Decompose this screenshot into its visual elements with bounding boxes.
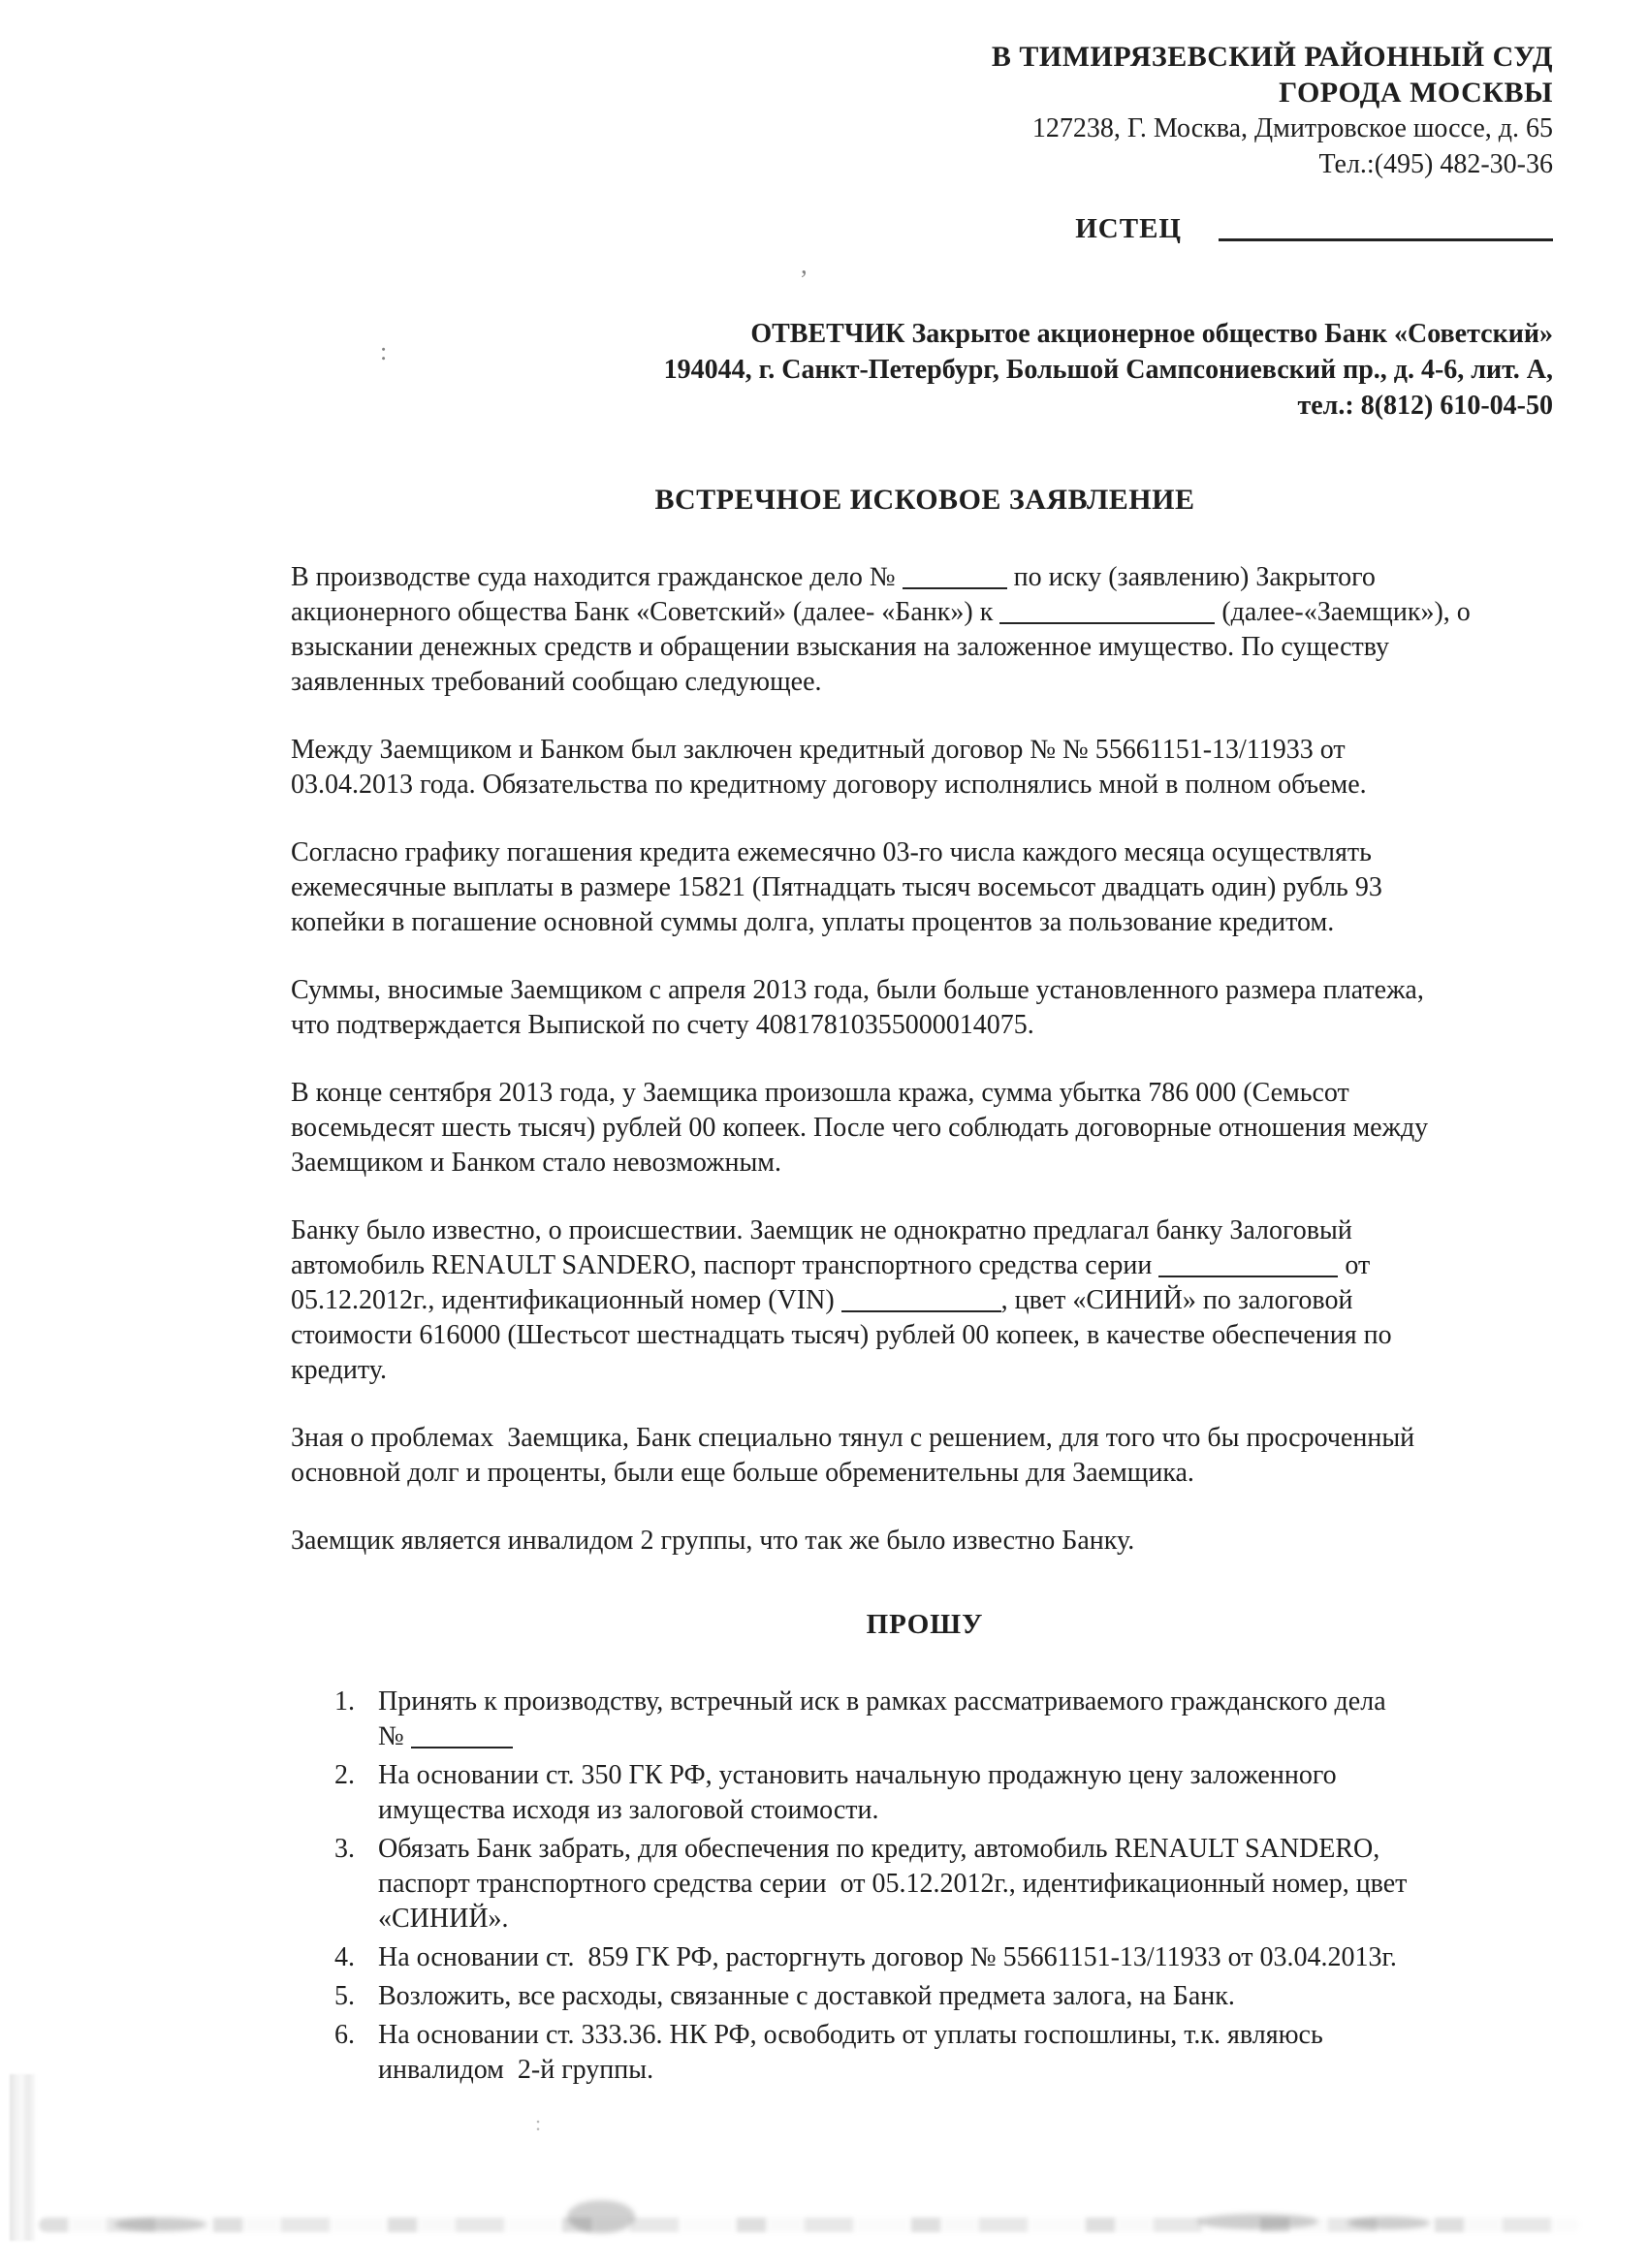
text-line: Суммы, вносимые Заемщиком с апреля 2013 года, были больше установленного размера платежа, [291, 975, 1424, 1005]
text-line: На основании ст. 859 ГК РФ, расторгнуть договор № 55661151-13/11933 от 03.04.2013г. [378, 1942, 1397, 1972]
plaintiff-blank-field [1219, 215, 1553, 241]
paragraph [291, 973, 1559, 1043]
paragraph [291, 1213, 1559, 1388]
defendant-block [664, 316, 1553, 424]
document-title: ВСТРЕЧНОЕ ИСКОВОЕ ЗАЯВЛЕНИЕ [654, 484, 1195, 516]
petition-item [334, 1832, 1559, 1937]
text-line: взыскании денежных средств и обращении взыскания на заложенное имущество. По существу [291, 632, 1390, 662]
petition-heading: ПРОШУ [866, 1609, 984, 1640]
blank-field [903, 566, 1007, 589]
text-line: заявленных требований сообщаю следующее. [291, 667, 822, 697]
item-number: 1. [334, 1686, 355, 1717]
scan-artifact-mark: , [801, 250, 808, 279]
text-line: Принять к производству, встречный иск в рамках рассматриваемого гражданского дела [378, 1686, 1386, 1717]
text-line: восемьдесят шесть тысяч) рублей 00 копеек. После чего соблюдать договорные отношения между [291, 1113, 1429, 1143]
item-text [378, 1685, 1559, 1754]
petition-item [334, 1685, 1559, 1754]
scan-smudge [1347, 2217, 1430, 2229]
petition-item [334, 1979, 1559, 2014]
defendant-line3: тел.: 8(812) 610-04-50 [1297, 391, 1553, 421]
text-line: На основании ст. 350 ГК РФ, установить начальную продажную цену заложенного [378, 1760, 1337, 1790]
paragraphs-container [291, 560, 1559, 1559]
court-address: 127238, Г. Москва, Дмитровское шоссе, д. 65 [1031, 113, 1553, 143]
petition-item [334, 1940, 1559, 1975]
text-line: ежемесячные выплаты в размере 15821 (Пятнадцать тысяч восемьсот двадцать один) рубль 93 [291, 872, 1382, 902]
item-number: 3. [334, 1834, 355, 1864]
paragraph [291, 1076, 1559, 1181]
court-name-line2: ГОРОДА МОСКВЫ [1279, 77, 1553, 109]
court-phone: Тел.:(495) 482-30-36 [1318, 149, 1553, 179]
paragraph [291, 1524, 1559, 1559]
petition-item [334, 2018, 1559, 2088]
text-line: № [378, 1719, 1559, 1754]
text-line: копейки в погашение основной суммы долга, уплаты процентов за пользование кредитом. [291, 907, 1335, 937]
text-line: В производстве суда находится гражданское дело № по иску (заявлению) Закрытого [291, 562, 1376, 592]
plaintiff-label: ИСТЕЦ [1075, 213, 1182, 244]
item-number: 6. [334, 2020, 355, 2050]
text-line: акционерного общества Банк «Советский» (далее- «Банк») к (далее-«Заемщик»), о [291, 597, 1471, 627]
blank-field [411, 1725, 513, 1748]
text-line: стоимости 616000 (Шестьсот шестнадцать тысяч) рублей 00 копеек, в качестве обеспечения по [291, 1320, 1392, 1350]
text-line: кредиту. [291, 1355, 387, 1385]
text-line: Зная о проблемах Заемщика, Банк специально тянул с решением, для того что бы просроченный [291, 1423, 1415, 1453]
text-line: «СИНИЙ». [378, 1904, 509, 1934]
text-line: Обязать Банк забрать, для обеспечения по кредиту, автомобиль RENAULT SANDERO, [378, 1834, 1380, 1864]
blank-field [1158, 1254, 1338, 1277]
text-line: что подтверждается Выпиской по счету 40817810355000014075. [291, 1010, 1034, 1040]
item-number: 5. [334, 1981, 355, 2011]
text-line: 05.12.2012г., идентификационный номер (VIN) , цвет «СИНИЙ» по залоговой [291, 1285, 1353, 1315]
scan-artifact-mark: : [380, 337, 388, 365]
document-body [291, 483, 1559, 2092]
blank-field [999, 601, 1215, 624]
item-text [378, 1979, 1559, 2014]
court-name-line1: В ТИМИРЯЗЕВСКИЙ РАЙОННЫЙ СУД [991, 41, 1553, 73]
paragraph [291, 1421, 1559, 1491]
paragraph [291, 733, 1559, 803]
petition-list [291, 1685, 1559, 2088]
text-line: автомобиль RENAULT SANDERO, паспорт транспортного средства серии от [291, 1250, 1371, 1280]
text-line: Банку было известно, о происшествии. Заемщик не однократно предлагал банку Залоговый [291, 1215, 1352, 1245]
paragraph [291, 560, 1559, 700]
text-line: 03.04.2013 года. Обязательства по кредитному договору исполнялись мной в полном объеме. [291, 770, 1367, 800]
text-line: Заемщиком и Банком стало невозможным. [291, 1148, 781, 1178]
text-line: В конце сентября 2013 года, у Заемщика произошла кража, сумма убытка 786 000 (Семьсот [291, 1078, 1349, 1108]
scan-smudge [1197, 2214, 1318, 2229]
scan-smudge [567, 2200, 635, 2233]
item-text [378, 1758, 1559, 1828]
scan-edge-shadow [10, 2074, 37, 2241]
text-line: Возложить, все расходы, связанные с доставкой предмета залога, на Банк. [378, 1981, 1235, 2011]
defendant-line2: 194044, г. Санкт-Петербург, Большой Сампсониевский пр., д. 4-6, лит. А, [663, 355, 1553, 385]
item-text [378, 1940, 1559, 1975]
item-text [378, 1832, 1559, 1937]
blank-field [841, 1289, 1001, 1312]
item-text [378, 2018, 1559, 2088]
scan-smudge [114, 2218, 206, 2231]
item-number: 2. [334, 1760, 355, 1790]
text-line: Согласно графику погашения кредита ежемесячно 03-го числа каждого месяца осуществлять [291, 837, 1372, 867]
plaintiff-row [1075, 213, 1553, 250]
text-line: основной долг и проценты, были еще больше обременительны для Заемщика. [291, 1458, 1194, 1488]
text-line: паспорт транспортного средства серии от 05.12.2012г., идентификационный номер, цвет [378, 1869, 1408, 1899]
text-line: На основании ст. 333.36. НК РФ, освободить от уплаты госпошлины, т.к. являюсь [378, 2020, 1323, 2050]
item-number: 4. [334, 1942, 355, 1972]
text-line: Заемщик является инвалидом 2 группы, что так же было известно Банку. [291, 1526, 1135, 1556]
defendant-line1: ОТВЕТЧИК Закрытое акционерное общество Банк «Советский» [750, 319, 1553, 349]
text-line: Между Заемщиком и Банком был заключен кредитный договор № № 55661151-13/11933 от [291, 735, 1346, 765]
petition-item [334, 1758, 1559, 1828]
text-line: инвалидом 2-й группы. [378, 2055, 654, 2085]
scan-artifact-mark: : [535, 2111, 542, 2135]
paragraph [291, 835, 1559, 940]
court-header [992, 39, 1553, 182]
text-line: имущества исходя из залоговой стоимости. [378, 1795, 879, 1825]
